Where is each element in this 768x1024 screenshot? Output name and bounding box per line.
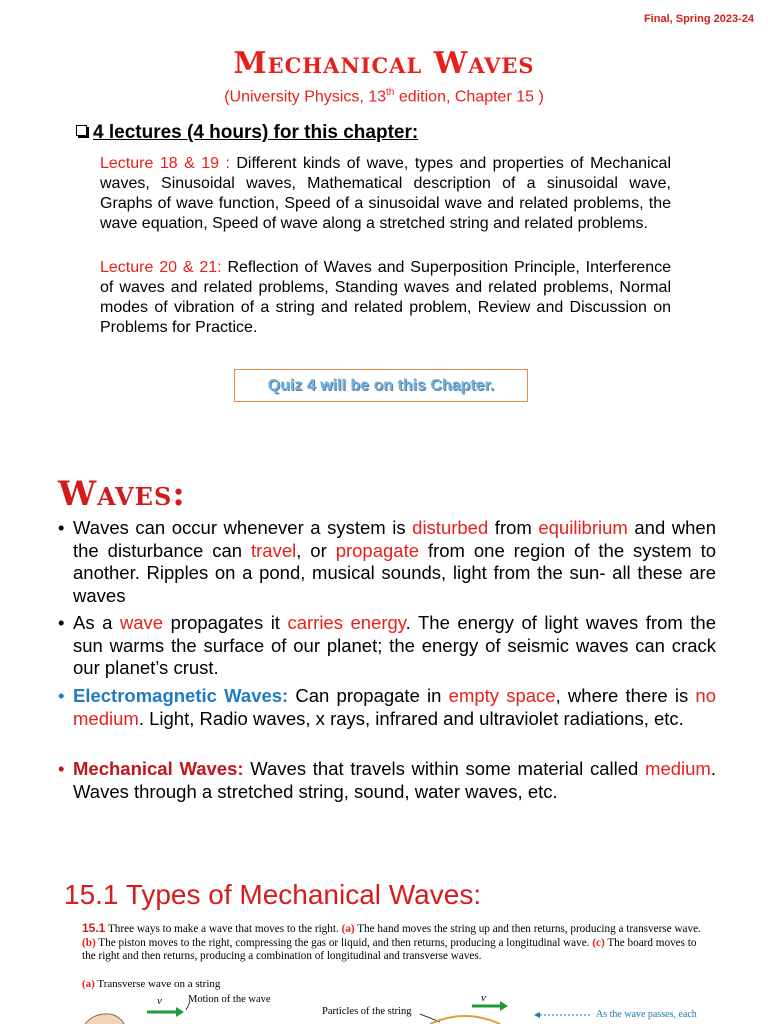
hand-icon xyxy=(85,1014,124,1024)
bullet-dot-icon: • xyxy=(58,685,65,706)
subtitle-post: edition, Chapter 15 ) xyxy=(394,88,544,106)
bullet-dot-icon: • xyxy=(58,517,65,538)
bullet-dot-icon: • xyxy=(58,758,65,779)
leader-line xyxy=(186,1002,190,1010)
arrow-head-icon xyxy=(500,1001,508,1011)
section-title: 15.1 Types of Mechanical Waves: xyxy=(64,879,482,910)
waves-heading: Waves: xyxy=(58,474,186,514)
figure-panel-a-title: (a) Transverse wave on a string xyxy=(82,978,221,990)
arrow-head-icon xyxy=(176,1007,184,1017)
final-note: Final, Spring 2023-24 xyxy=(643,13,754,25)
velocity-symbol: v xyxy=(157,995,162,1007)
particles-label: Particles of the string xyxy=(322,1006,412,1017)
lecture-label: Lecture 20 & 21: xyxy=(100,259,222,276)
quiz-notice: Quiz 4 will be on this Chapter. xyxy=(234,369,528,402)
page-title: Mechanical Waves xyxy=(233,46,535,81)
subtitle-pre: (University Physics, 13 xyxy=(224,88,387,106)
bullet-dot-icon: • xyxy=(58,612,65,633)
lectures-heading-text: 4 lectures (4 hours) for this chapter: xyxy=(93,122,419,143)
bullet-text: As a wave propagates it carries energy. The energy of light waves from the sun warms the surface of our planet; the energy of seismic waves can crack our planet’s crust. xyxy=(73,612,716,678)
arrow-head-icon xyxy=(534,1012,540,1018)
bullet-text: Waves can occur whenever a system is disturbed from equilibrium and when the disturbance can travel, or propagate from one region of the system to another. Ripples on a pond, musical sounds, light from the sun- all these are waves xyxy=(73,517,717,606)
motion-of-wave-label: Motion of the wave xyxy=(188,994,271,1005)
bullet-text: Electromagnetic Waves: Can propagate in empty space, where there is no medium. Light, Radio waves, x rays, infrared and ultraviolet radiations, etc. xyxy=(73,685,716,729)
figure-number: 15.1 xyxy=(82,921,106,935)
bullet-text: Mechanical Waves: Waves that travels within some material called medium. Waves through a stretched string, sound, water waves, etc. xyxy=(73,758,716,802)
velocity-symbol: v xyxy=(481,992,486,1004)
subtitle-sup: th xyxy=(386,87,395,98)
figure-caption: 15.1 Three ways to make a wave that moves to the right. (a) The hand moves the string up and then returns, producing a transverse wave. (b) The piston moves to the right, compressing the gas or liquid, and then returns, producing a longitudinal wave. (c) The board moves to the right and then returns, producing a combination of longitudinal and transverse waves. xyxy=(82,921,701,962)
lecture-label: Lecture 18 & 19 : xyxy=(100,155,230,172)
lecture-text: Reflection of Waves and Superposition Principle, Interference of waves and related problems, Standing waves and related problems, Normal modes of vibration of a string and related problem, Review and Discussion on Problems for Practice. xyxy=(100,259,672,336)
wave-passes-label: As the wave passes, each xyxy=(596,1009,697,1020)
string-pulse xyxy=(430,1016,500,1024)
lecture-text: Different kinds of wave, types and properties of Mechanical waves, Sinusoidal waves, Mathematical description of a sinusoidal wave, Graphs of wave function, Speed of a sinusoidal wave and related problems, the wave equation, Speed of wave along a stretched string and related problems. xyxy=(100,155,671,232)
